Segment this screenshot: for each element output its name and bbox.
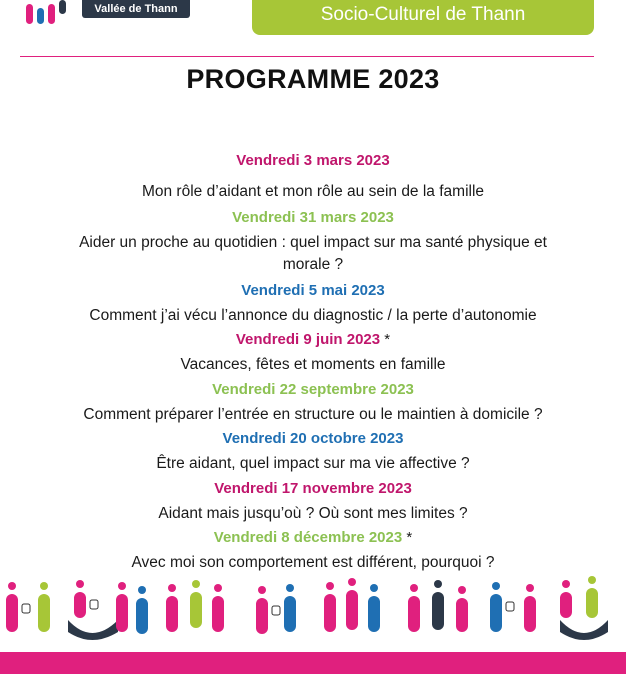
session-item — [40, 282, 586, 327]
organization-logo-icon — [24, 0, 68, 26]
session-date: Vendredi 22 septembre 2023 — [212, 381, 414, 398]
session-item — [40, 331, 586, 376]
session-topic: Aidant mais jusqu’où ? Où sont mes limites ? — [158, 505, 468, 522]
session-date: Vendredi 3 mars 2023 — [236, 152, 390, 169]
session-item — [40, 381, 586, 426]
centre-banner: Socio-Culturel de Thann — [252, 0, 594, 35]
session-topic: Mon rôle d’aidant et mon rôle au sein de la famille — [141, 183, 485, 200]
session-item — [40, 529, 586, 574]
session-date: Vendredi 20 octobre 2023 — [222, 430, 404, 447]
session-topic: Aider un proche au quotidien : quel impact sur ma santé physique et — [79, 234, 547, 251]
session-item — [40, 480, 586, 525]
session-item — [40, 430, 586, 475]
session-topic: Être aidant, quel impact sur ma vie affective ? — [156, 455, 470, 472]
session-item — [40, 209, 586, 276]
session-date: Vendredi 5 mai 2023 — [241, 282, 385, 299]
session-topic: morale ? — [282, 256, 344, 273]
session-date: Vendredi 17 novembre 2023 — [214, 480, 412, 497]
session-topic: Avec moi son comportement est différent, pourquoi ? — [131, 554, 495, 571]
session-topic: Comment préparer l’entrée en structure ou le maintien à domicile ? — [83, 406, 543, 423]
session-date: Vendredi 9 juin 2023 * — [235, 331, 391, 348]
session-topic: Comment j’ai vécu l’annonce du diagnostic / la perte d’autonomie — [89, 307, 537, 324]
session-topic: Vacances, fêtes et moments en famille — [180, 356, 446, 373]
session-item — [40, 152, 586, 203]
page-title: PROGRAMME 2023 — [186, 64, 440, 94]
session-asterisk: * — [406, 529, 413, 546]
session-date: Vendredi 8 décembre 2023 * — [213, 529, 413, 546]
header-divider — [20, 56, 594, 57]
session-date: Vendredi 31 mars 2023 — [232, 209, 394, 226]
organization-badge: Vallée de Thann — [82, 0, 190, 18]
session-asterisk: * — [384, 331, 391, 348]
footer-bar — [0, 652, 626, 674]
people-illustration — [0, 576, 626, 644]
